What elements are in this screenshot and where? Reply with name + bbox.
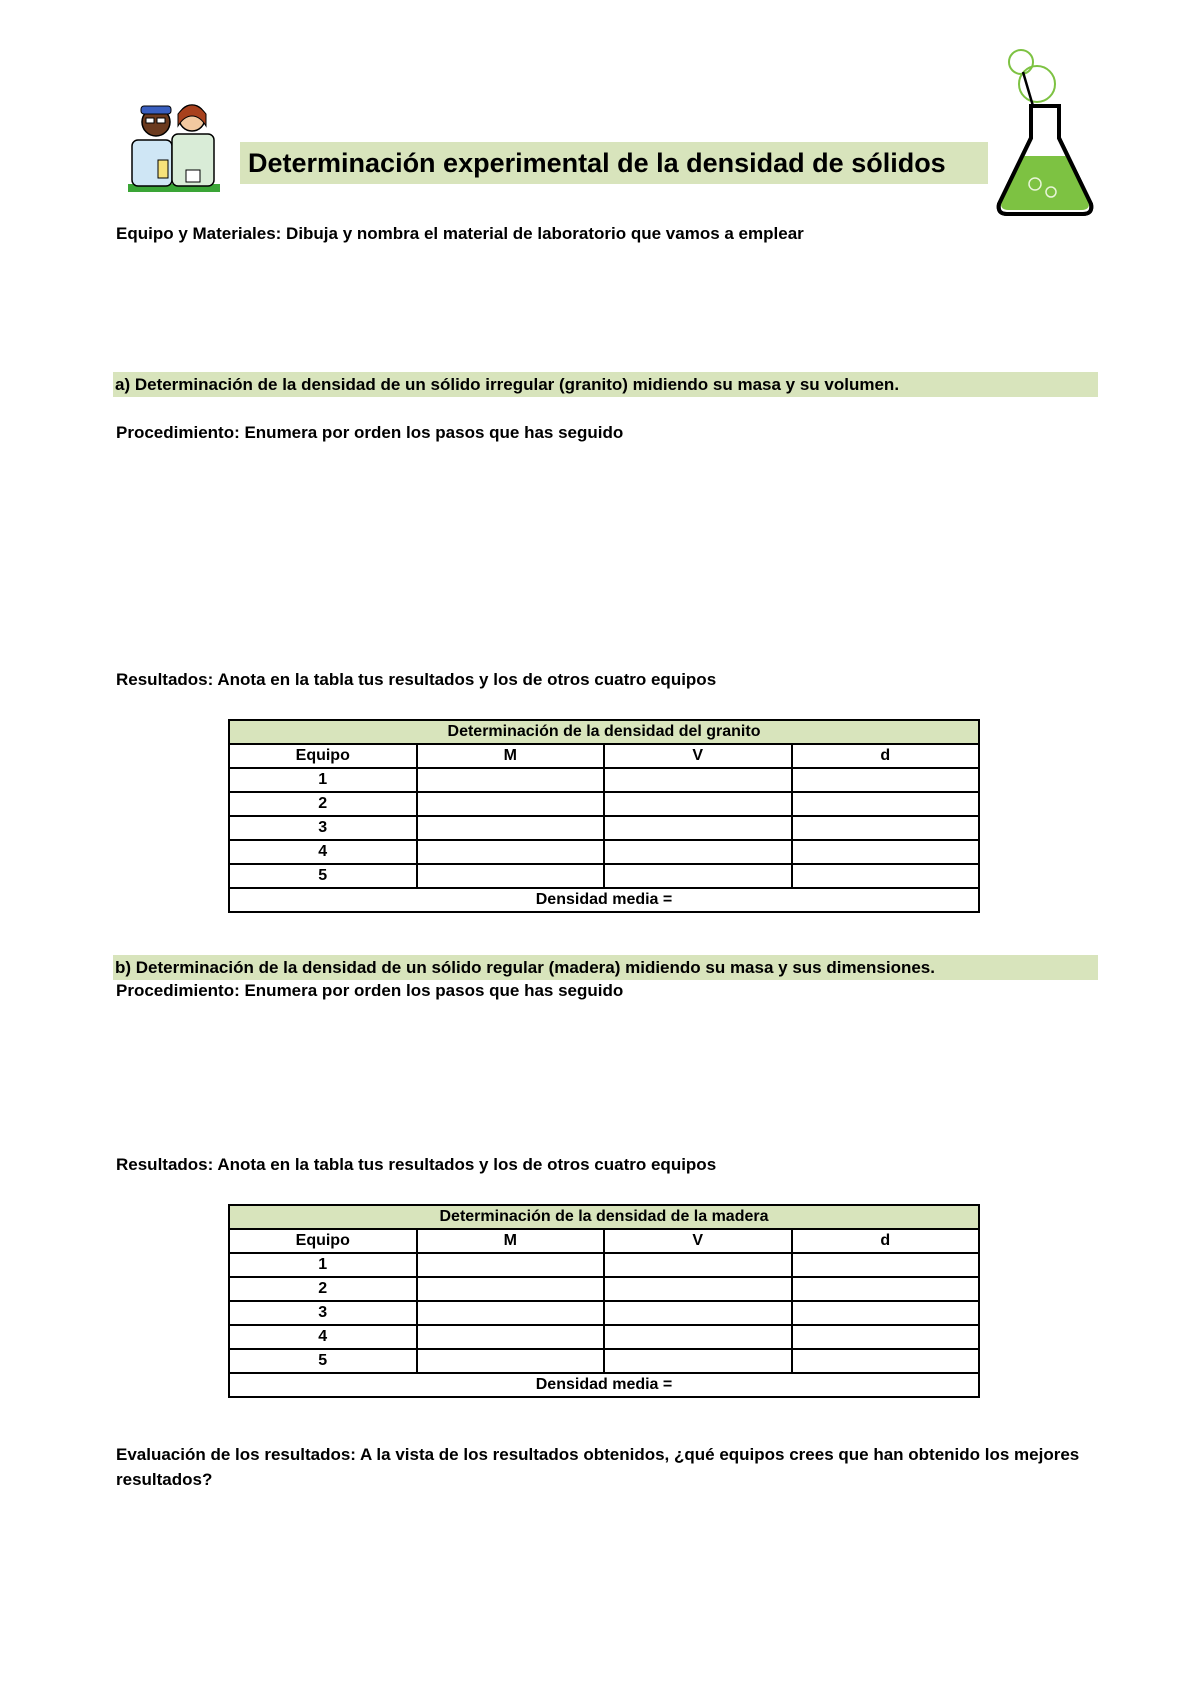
evaluation-prompt: Evaluación de los resultados: A la vista de los resultados obtenidos, ¿qué equipos crees que han obtenido los mejores resultados?: [116, 1445, 1080, 1489]
row-team: 4: [229, 1325, 417, 1349]
density-cell[interactable]: [792, 1301, 980, 1325]
mass-cell[interactable]: [417, 768, 605, 792]
volume-cell[interactable]: [604, 1301, 792, 1325]
density-cell[interactable]: [792, 864, 980, 888]
header-m: M: [417, 744, 605, 768]
volume-cell[interactable]: [604, 1253, 792, 1277]
average-density: Densidad media =: [229, 888, 979, 912]
row-team: 4: [229, 840, 417, 864]
mass-cell[interactable]: [417, 840, 605, 864]
header-equipo: Equipo: [229, 744, 417, 768]
row-team: 1: [229, 768, 417, 792]
section-a-results-prompt: Resultados: Anota en la tabla tus resultados y los de otros cuatro equipos: [116, 670, 717, 689]
table-row: [229, 1325, 979, 1349]
header-v: V: [604, 744, 792, 768]
table-row: [229, 1349, 979, 1373]
density-cell[interactable]: [792, 1253, 980, 1277]
density-cell[interactable]: [792, 1277, 980, 1301]
mass-cell[interactable]: [417, 1253, 605, 1277]
wood-results-table: [228, 1204, 980, 1398]
header-v: V: [604, 1229, 792, 1253]
average-density: Densidad media =: [229, 1373, 979, 1397]
volume-cell[interactable]: [604, 1325, 792, 1349]
volume-cell[interactable]: [604, 1277, 792, 1301]
header-d: d: [792, 1229, 980, 1253]
granite-results-table: [228, 719, 980, 913]
density-cell[interactable]: [792, 1349, 980, 1373]
row-team: 5: [229, 864, 417, 888]
density-cell[interactable]: [792, 1325, 980, 1349]
equipment-prompt: Equipo y Materiales: Dibuja y nombra el material de laboratorio que vamos a emplear: [116, 224, 804, 243]
row-team: 3: [229, 1301, 417, 1325]
row-team: 3: [229, 816, 417, 840]
section-b-procedure: Procedimiento: Enumera por orden los pasos que has seguido: [116, 981, 624, 1000]
mass-cell[interactable]: [417, 1349, 605, 1373]
mass-cell[interactable]: [417, 792, 605, 816]
section-a-heading: a) Determinación de la densidad de un sólido irregular (granito) midiendo su masa y su volumen.: [113, 372, 1098, 397]
table-row: [229, 816, 979, 840]
mass-cell[interactable]: [417, 864, 605, 888]
table-row: [229, 864, 979, 888]
table-row: [229, 840, 979, 864]
header-d: d: [792, 744, 980, 768]
density-cell[interactable]: [792, 816, 980, 840]
header-equipo: Equipo: [229, 1229, 417, 1253]
row-team: 2: [229, 1277, 417, 1301]
row-team: 2: [229, 792, 417, 816]
volume-cell[interactable]: [604, 840, 792, 864]
section-a-procedure: Procedimiento: Enumera por orden los pasos que has seguido: [116, 423, 624, 442]
mass-cell[interactable]: [417, 816, 605, 840]
volume-cell[interactable]: [604, 792, 792, 816]
table-caption: Determinación de la densidad de la madera: [229, 1205, 979, 1229]
density-cell[interactable]: [792, 840, 980, 864]
section-b-heading: b) Determinación de la densidad de un sólido regular (madera) midiendo su masa y sus dimensiones.: [113, 955, 1098, 980]
volume-cell[interactable]: [604, 768, 792, 792]
row-team: 1: [229, 1253, 417, 1277]
scientists-clipart: [128, 100, 228, 200]
table-caption: Determinación de la densidad del granito: [229, 720, 979, 744]
mass-cell[interactable]: [417, 1325, 605, 1349]
mass-cell[interactable]: [417, 1277, 605, 1301]
row-team: 5: [229, 1349, 417, 1373]
mass-cell[interactable]: [417, 1301, 605, 1325]
table-row: [229, 1253, 979, 1277]
section-b-results-prompt: Resultados: Anota en la tabla tus resultados y los de otros cuatro equipos: [116, 1155, 717, 1174]
density-cell[interactable]: [792, 768, 980, 792]
volume-cell[interactable]: [604, 816, 792, 840]
header-m: M: [417, 1229, 605, 1253]
table-row: [229, 792, 979, 816]
table-row: [229, 768, 979, 792]
density-cell[interactable]: [792, 792, 980, 816]
page-title: Determinación experimental de la densidad de sólidos: [240, 142, 988, 184]
volume-cell[interactable]: [604, 864, 792, 888]
volume-cell[interactable]: [604, 1349, 792, 1373]
table-row: [229, 1301, 979, 1325]
erlenmeyer-flask-icon: [995, 44, 1095, 226]
table-row: [229, 1277, 979, 1301]
